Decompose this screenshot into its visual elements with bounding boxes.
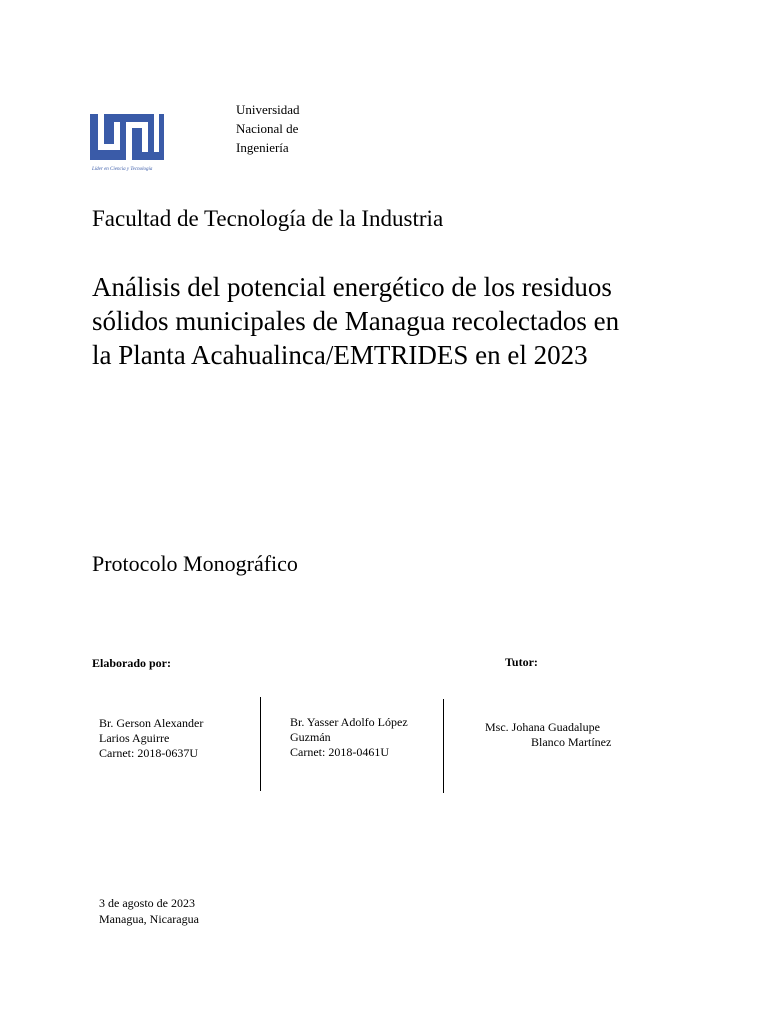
document-type: Protocolo Monográfico [92,551,298,576]
tutor-line: Msc. Johana Guadalupe [485,720,600,734]
author-line: Br. Gerson Alexander [99,716,204,730]
university-line: Ingeniería [236,140,289,155]
university-line: Nacional de [236,121,299,136]
place-text: Managua, Nicaragua [99,912,199,926]
university-name [236,100,300,157]
university-line: Universidad [236,102,300,117]
author-line: Br. Yasser Adolfo López [290,715,408,729]
title-line: la Planta Acahualinca/EMTRIDES en el 2023 [92,340,588,370]
author-line: Guzmán [290,730,331,744]
author-block [290,715,408,760]
author-line: Carnet: 2018-0461U [290,745,389,759]
faculty-name: Facultad de Tecnología de la Industria [92,206,444,231]
title-line: Análisis del potencial energético de los residuos [92,272,612,302]
logo-motto: Líder en Ciencia y Tecnología [92,167,153,172]
author-line: Larios Aguirre [99,731,170,745]
document-title [92,270,692,372]
tutor-label: Tutor: [505,655,538,669]
prepared-by-label: Elaborado por: [92,656,172,670]
footer [99,895,199,927]
divider [443,699,444,793]
date-text: 3 de agosto de 2023 [99,896,195,910]
divider [260,697,261,791]
tutor-line: Blanco Martínez [531,735,612,749]
author-line: Carnet: 2018-0637U [99,746,198,760]
title-line: sólidos municipales de Managua recolectados en [92,306,620,336]
tutor-block [485,720,611,750]
author-block [99,716,203,761]
uni-logo [90,112,164,174]
